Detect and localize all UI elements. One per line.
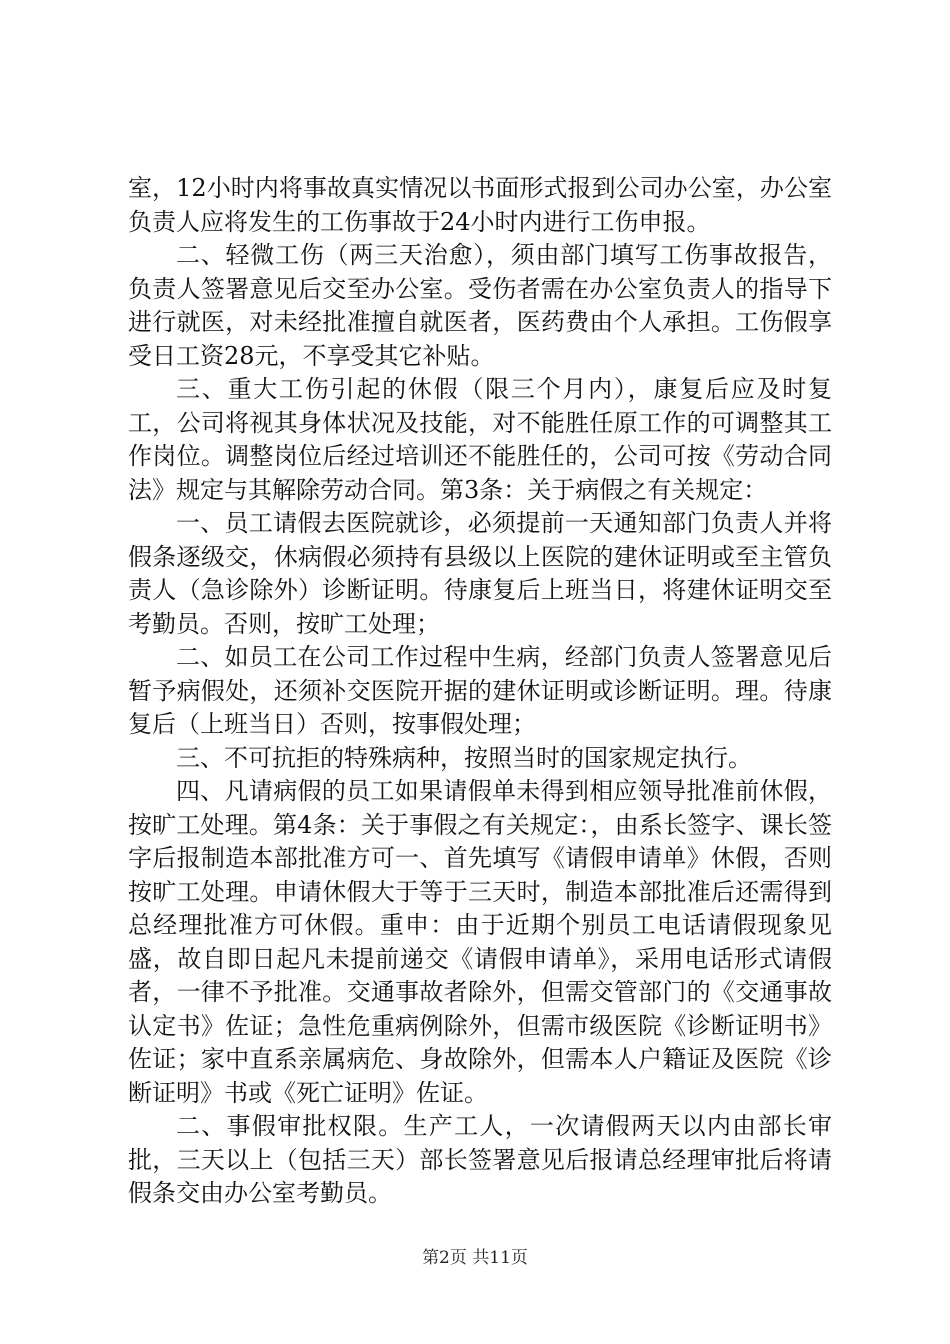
paragraph-sick-leave-1: 一、员工请假去医院就诊，必须提前一天通知部门负责人并将假条逐级交，休病假必须持有县级以上医院的建休证明或至主管负责人（急诊除外）诊断证明。待康复后上班当日，将建休证明交至考勤员。否则，按旷工处理； [128, 509, 832, 638]
paragraph-sick-leave-2: 二、如员工在公司工作过程中生病，经部门负责人签署意见后暂予病假处，还须补交医院开据的建休证明或诊断证明。理。待康复后（上班当日）否则，按事假处理； [128, 643, 832, 738]
paragraph-major-injury: 三、重大工伤引起的休假（限三个月内），康复后应及时复工，公司将视其身体状况及技能，对不能胜任原工作的可调整其工作岗位。调整岗位后经过培训还不能胜任的，公司可按《劳动合同法》规定与其解除劳动合同。第3条：关于病假之有关规定： [128, 375, 832, 504]
paragraph-continuation: 室，12小时内将事故真实情况以书面形式报到公司办公室，办公室负责人应将发生的工伤事故于24小时内进行工伤申报。 [128, 174, 832, 236]
document-body [128, 172, 832, 1211]
paragraph-sick-leave-4: 四、凡请病假的员工如果请假单未得到相应领导批准前休假，按旷工处理。第4条：关于事假之有关规定：，由系长签字、课长签字后报制造本部批准方可一、首先填写《请假申请单》休假，否则按旷工处理。申请休假大于等于三天时，制造本部批准后还需得到总经理批准方可休假。重申：由于近期个别员工电话请假现象见盛，故自即日起凡未提前递交《请假申请单》，采用电话形式请假者，一律不予批准。交通事故者除外，但需交管部门的《交通事故认定书》佐证；急性危重病例除外，但需市级医院《诊断证明书》佐证；家中直系亲属病危、身故除外，但需本人户籍证及医院《诊断证明》书或《死亡证明》佐证。 [128, 777, 832, 1107]
paragraph-sick-leave-3: 三、不可抗拒的特殊病种，按照当时的国家规定执行。 [176, 743, 752, 772]
page-footer: 第2页 共11页 [422, 1248, 528, 1268]
paragraph-personal-leave-approval: 二、事假审批权限。生产工人，一次请假两天以内由部长审批，三天以上（包括三天）部长签署意见后报请总经理审批后将请假条交由办公室考勤员。 [128, 1112, 832, 1207]
paragraph-minor-injury: 二、轻微工伤（两三天治愈），须由部门填写工伤事故报告，负责人签署意见后交至办公室。受伤者需在办公室负责人的指导下进行就医，对未经批准擅自就医者，医药费由个人承担。工伤假享受日工资28元，不享受其它补贴。 [128, 241, 832, 370]
